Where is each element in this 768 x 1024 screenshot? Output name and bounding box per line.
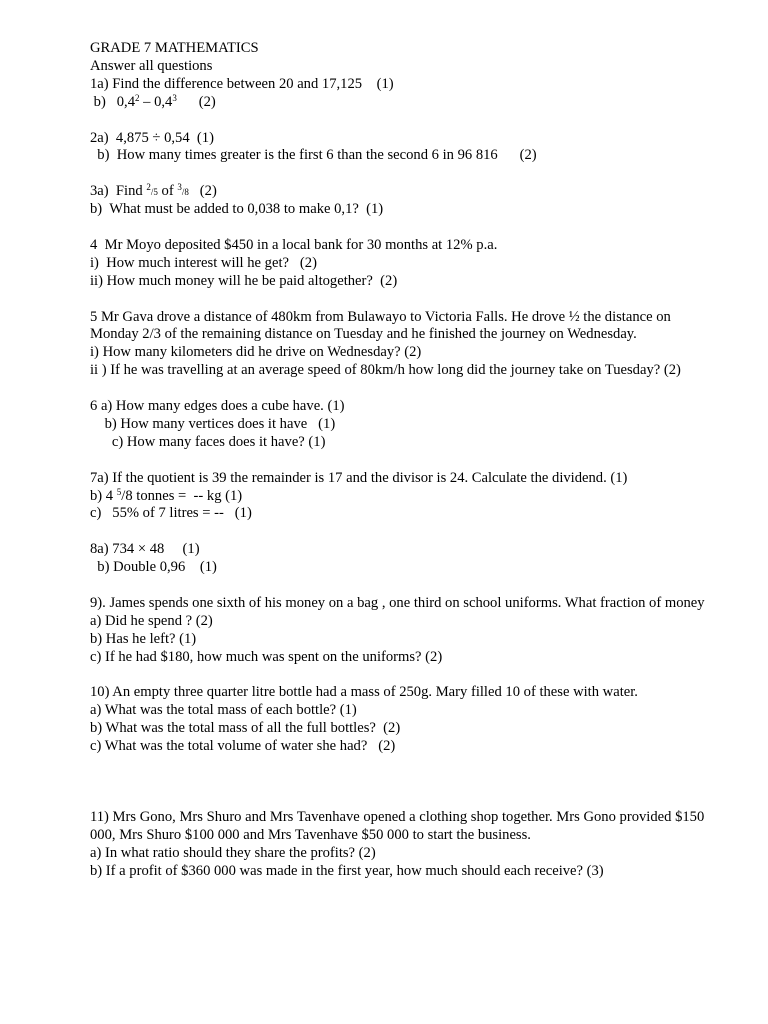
question-11a: a) In what ratio should they share the profits? (2) — [90, 844, 376, 861]
worksheet-title: GRADE 7 MATHEMATICS — [90, 40, 259, 56]
question-9c: c) If he had $180, how much was spent on the uniforms? (2) — [90, 648, 443, 665]
question-11b: b) If a profit of $360 000 was made in the first year, how much should each receive? (3) — [90, 862, 604, 879]
worksheet-page — [90, 40, 710, 881]
question-10-stem: 10) An empty three quarter litre bottle had a mass of 250g. Mary filled 10 of these with water. — [90, 684, 638, 701]
question-4-stem: 4 Mr Moyo deposited $450 in a local bank for 30 months at 12% p.a. — [90, 236, 498, 253]
question-8a: 8a) 734 × 48 (1) — [90, 541, 200, 558]
question-5i: i) How many kilometers did he drive on Wednesday? (2) — [90, 344, 422, 361]
question-6c: c) How many faces does it have? (1) — [90, 433, 326, 450]
question-9-stem: 9). James spends one sixth of his money on a bag , one third on school uniforms. What fraction of money — [90, 594, 705, 611]
fraction-denominator: /5 — [150, 187, 158, 198]
question-4ii: ii) How much money will he be paid altogether? (2) — [90, 272, 398, 289]
fraction-numerator: 5 — [116, 486, 122, 497]
question-3b: b) What must be added to 0,038 to make 0,1? (1) — [90, 201, 384, 218]
question-4i: i) How much interest will he get? (2) — [90, 254, 317, 271]
question-1b: b) $0,4^2 - 0,4^3$ (2) — [90, 92, 216, 110]
question-2a: 2a) 4,875 ÷ 0,54 (1) — [90, 129, 214, 146]
question-7c: c) 55% of 7 litres = -- (1) — [90, 505, 252, 522]
question-8b: b) Double 0,96 (1) — [90, 559, 217, 576]
fraction-numerator: 3 — [177, 182, 182, 193]
question-1a: 1a) Find the difference between 20 and 17,125 (1) — [90, 75, 394, 92]
question-2b: b) How many times greater is the first 6 than the second 6 in 96 816 (2) — [90, 147, 537, 164]
question-6a: 6 a) How many edges does a cube have. (1) — [90, 398, 345, 415]
question-7a: 7a) If the quotient is 39 the remainder is 17 and the divisor is 24. Calculate the dividend. (1) — [90, 469, 628, 486]
question-7b: b) 4 $^5$/8 tonnes = -- kg (1) — [90, 486, 243, 504]
question-6b: b) How many vertices does it have (1) — [90, 415, 336, 432]
question-10c: c) What was the total volume of water she had? (2) — [90, 738, 396, 755]
question-9a: a) Did he spend ? (2) — [90, 612, 213, 629]
fraction-denominator: /8 — [181, 187, 189, 198]
question-5ii: ii ) If he was travelling at an average speed of 80km/h how long did the journey take on Tuesday? (2) — [90, 362, 681, 379]
exponent: 2 — [135, 92, 140, 103]
question-9b: b) Has he left? (1) — [90, 630, 197, 647]
exponent: 3 — [172, 92, 177, 103]
fraction-numerator: 2 — [146, 182, 151, 193]
instruction-text: Answer all questions — [90, 57, 213, 74]
question-10b: b) What was the total mass of all the full bottles? (2) — [90, 720, 401, 737]
question-11-stem: 11) Mrs Gono, Mrs Shuro and Mrs Tavenhave opened a clothing shop together. Mrs Gono provided $150 000, Mrs Shuro $100 000 and Mrs Tavenhave $50 000 to start the business. — [90, 809, 705, 844]
question-3a: 3a) Find $^2$/5 of $^3$/8 (2) — [90, 182, 217, 200]
question-5-stem: 5 Mr Gava drove a distance of 480km from Bulawayo to Victoria Falls. He drove ½ the distance on Monday 2/3 of the remaining distance on Tuesday and he finished the journey on Wednesday. — [90, 308, 671, 343]
question-10a: a) What was the total mass of each bottle? (1) — [90, 702, 357, 719]
